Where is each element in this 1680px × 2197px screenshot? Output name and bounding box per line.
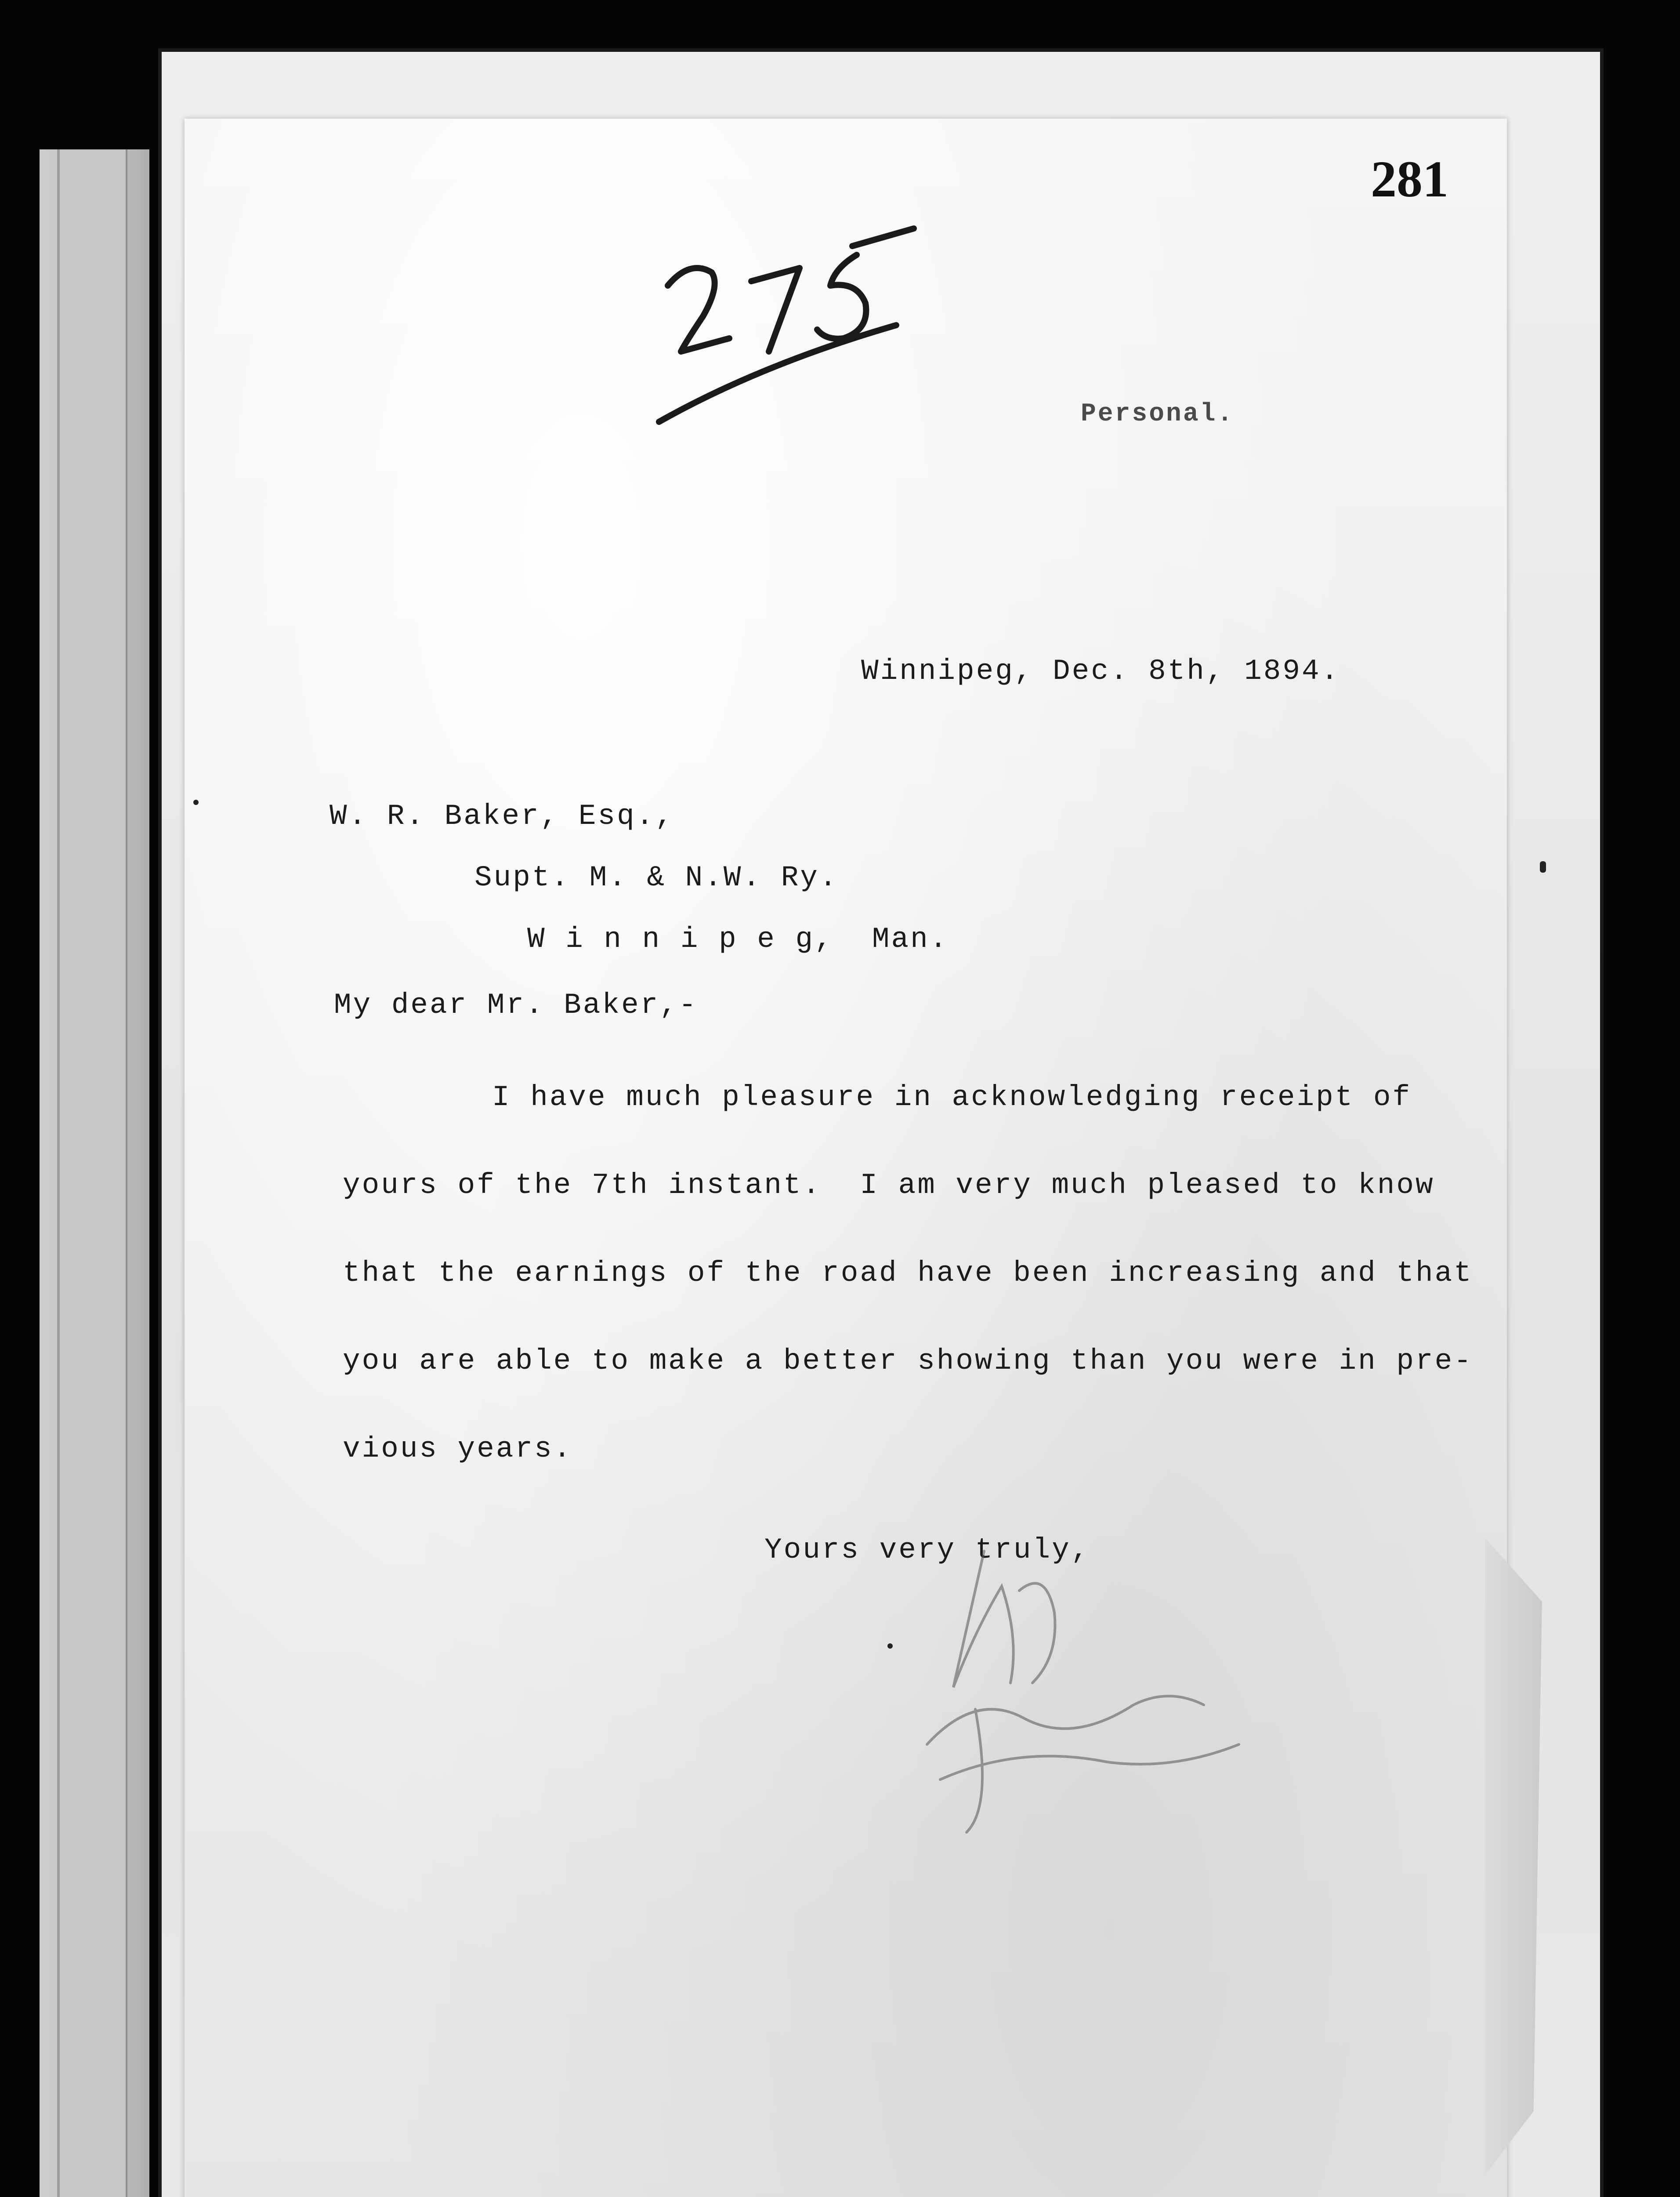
ink-dot <box>1540 861 1546 873</box>
recipient-title: Supt. M. & N.W. Ry. <box>474 861 839 894</box>
page-fold-flap <box>1485 1538 1542 2175</box>
body-line-1: I have much pleasure in acknowledging receipt of <box>492 1081 1412 1114</box>
ink-dot <box>887 1643 893 1649</box>
closing: Yours very truly, <box>764 1534 1090 1566</box>
body-line-2: yours of the 7th instant. I am very much pleased to know <box>343 1169 1435 1202</box>
body-line-4: you are able to make a better showing than you were in pre- <box>343 1345 1473 1378</box>
ink-dot <box>193 800 199 805</box>
folio-number: 281 <box>1371 150 1448 208</box>
handwritten-number-275 <box>650 220 984 466</box>
dateline: Winnipeg, Dec. 8th, 1894. <box>861 655 1340 688</box>
salutation: My dear Mr. Baker,- <box>334 989 698 1022</box>
letter-page <box>185 119 1507 2197</box>
body-line-3: that the earnings of the road have been increasing and that <box>343 1257 1473 1290</box>
adjacent-page-edge <box>40 149 149 2197</box>
signature <box>887 1498 1283 1850</box>
recipient-name: W. R. Baker, Esq., <box>329 800 674 833</box>
body-line-5: vious years. <box>343 1432 573 1465</box>
recipient-city: W i n n i p e g, Man. <box>527 923 949 956</box>
adjacent-page-inner <box>57 149 127 2197</box>
personal-marking: Personal. <box>1081 400 1235 428</box>
